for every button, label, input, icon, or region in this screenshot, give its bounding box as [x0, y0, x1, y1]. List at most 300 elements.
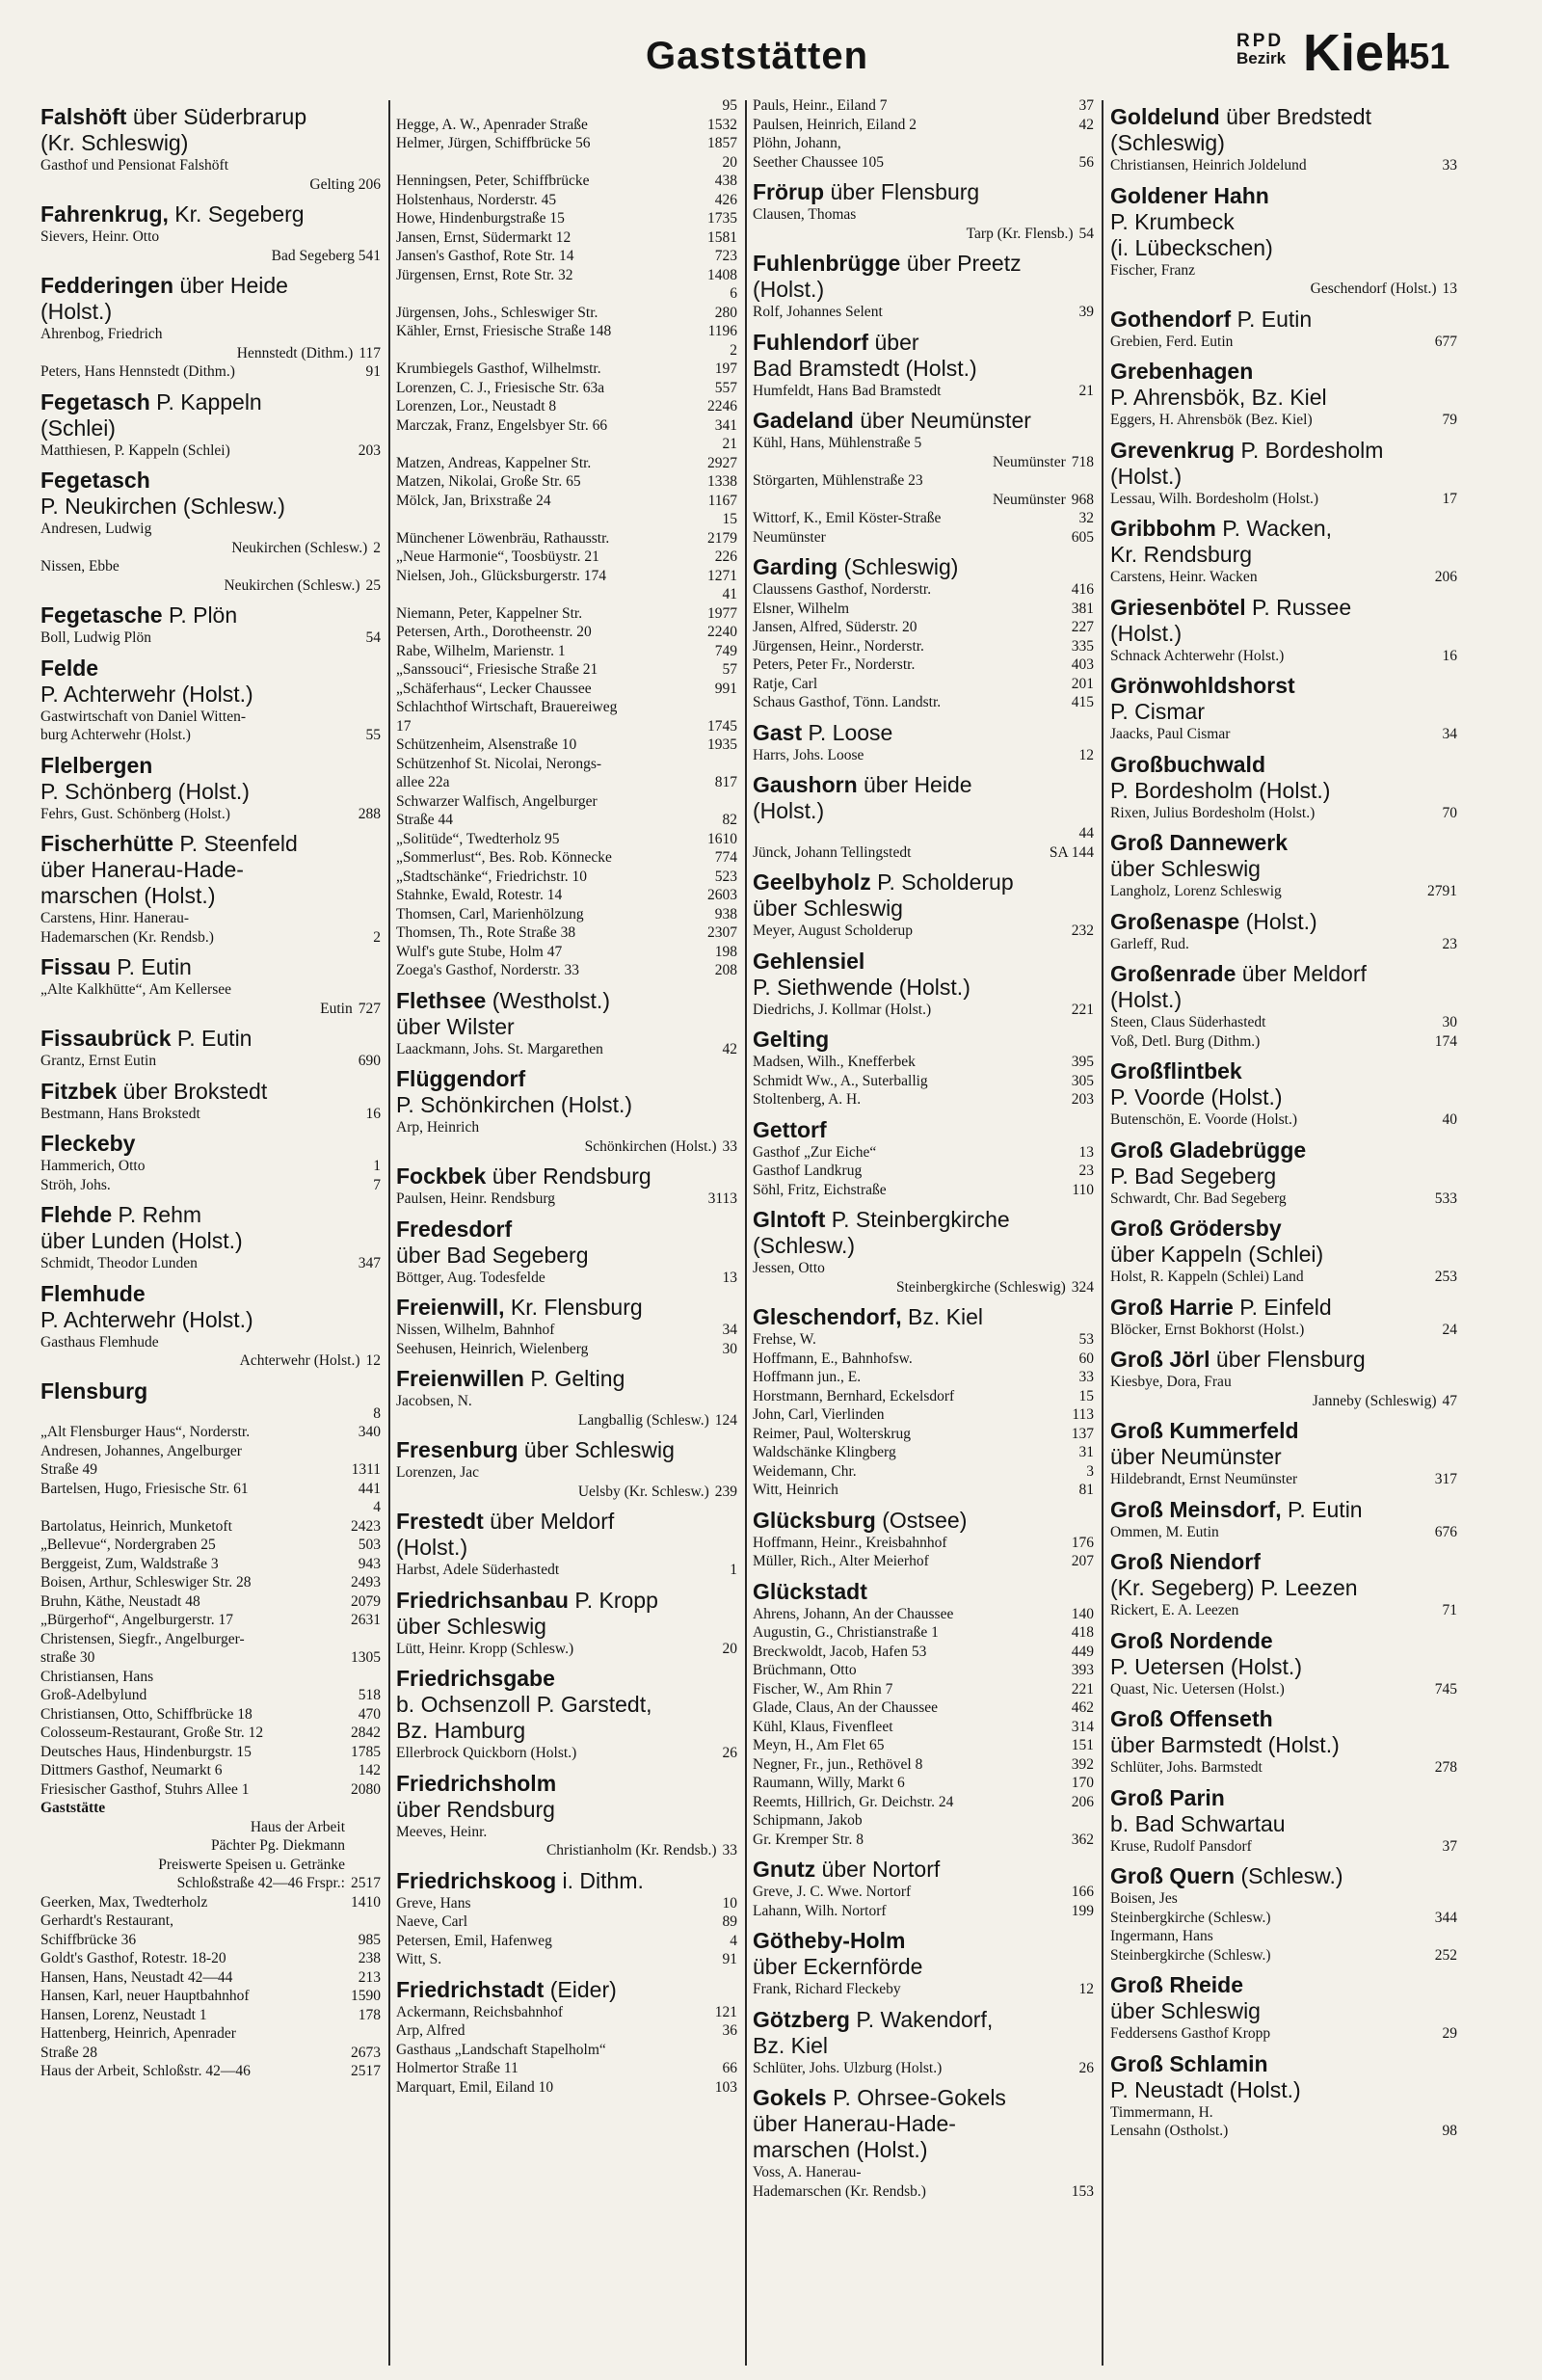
phone-number: 2631	[351, 1612, 381, 1628]
phone-number: 4 2423	[351, 1499, 381, 1535]
place-name: Friedrichsanbau	[396, 1587, 569, 1613]
listing-name: Harrs, Johs. Loose	[753, 746, 864, 763]
listing-name: Butenschön, E. Voorde (Holst.)	[1110, 1111, 1298, 1128]
listing-entry	[40, 1555, 381, 1574]
place-name: Freienwillen	[396, 1366, 524, 1391]
phone-number: 968	[1071, 491, 1094, 508]
place-heading	[40, 831, 381, 909]
listing-name: Hennstedt (Dithm.)	[236, 344, 354, 361]
listing-entry	[40, 1573, 381, 1592]
listing-entry	[396, 755, 737, 792]
place-name: Gettorf	[753, 1116, 827, 1142]
listing-name: Geschendorf (Holst.)	[1310, 281, 1437, 297]
phone-number: 749	[714, 642, 737, 659]
place-name: Groß Nordende	[1110, 1627, 1273, 1653]
listing-name: Söhl, Fritz, Eichstraße	[753, 1181, 887, 1198]
listing-entry	[1110, 1392, 1457, 1411]
place-postal-info: P. Ohrsee-Gokels über Hanerau-Hade- marschen (Holst.)	[753, 2085, 1006, 2162]
listing-entry	[753, 1793, 1094, 1812]
phone-number: 226	[714, 548, 737, 565]
place-postal-info: P. Loose	[802, 719, 893, 745]
listing-entry	[40, 2024, 381, 2062]
place-name: Groß Dannewerk	[1110, 830, 1289, 855]
place-name: Fockbek	[396, 1163, 487, 1189]
phone-number: 938	[714, 905, 737, 923]
phone-number: 1408	[707, 266, 737, 283]
listing-name: Ellerbrock Quickborn (Holst.)	[396, 1745, 577, 1761]
listing-entry	[396, 341, 737, 379]
phone-number: 16	[365, 1105, 381, 1122]
place-heading	[40, 753, 381, 805]
place-heading	[753, 1508, 1094, 1534]
listing-entry	[1110, 1268, 1457, 1287]
listing-entry	[396, 943, 737, 962]
phone-number: 2603	[707, 887, 737, 903]
phone-number: 2	[373, 539, 381, 556]
listing-name: Boll, Ludwig Plön	[40, 629, 151, 646]
phone-number: 198	[714, 943, 737, 960]
listing-entry	[40, 520, 381, 539]
listing-entry	[753, 1718, 1094, 1737]
listing-name: Jacobsen, N.	[396, 1393, 472, 1409]
listing-entry	[396, 623, 737, 642]
listing-entry	[396, 2003, 737, 2022]
place-heading	[40, 389, 381, 441]
place-name: Gleschendorf,	[753, 1304, 902, 1329]
listing-name: Thomsen, Carl, Marienhölzung	[396, 905, 584, 923]
place-name: Glntoft	[753, 1207, 826, 1232]
listing-entry	[753, 509, 1094, 528]
listing-entry	[396, 1137, 737, 1157]
listing-entry	[753, 1001, 1094, 1020]
place-postal-info: über Eckernförde	[753, 1954, 923, 1979]
listing-entry	[40, 175, 381, 195]
place-heading	[40, 1202, 381, 1254]
place-name: Fischerhütte	[40, 831, 174, 856]
listing-name: „Stadtschänke“, Friedrichstr. 10	[396, 868, 588, 885]
phone-number: 676	[1434, 1523, 1457, 1540]
place-heading	[396, 1977, 737, 2003]
listing-entry	[1110, 1837, 1457, 1857]
listing-name: Niemann, Peter, Kappelner Str.	[396, 604, 583, 622]
listing-entry	[40, 1912, 381, 1949]
district-label	[1236, 33, 1294, 67]
listing-entry	[753, 746, 1094, 765]
listing-entry	[40, 1987, 381, 2006]
listing-entry	[753, 303, 1094, 322]
phone-number: 1935	[707, 736, 737, 753]
place-postal-info: P. Wakendorf, Bz. Kiel	[753, 2006, 994, 2058]
place-heading	[753, 1579, 1094, 1605]
phone-number: 30	[1442, 1014, 1457, 1030]
listing-name: Hoffmann jun., E.	[753, 1369, 862, 1385]
place-name: Flethsee	[396, 987, 487, 1013]
place-postal-info: (Kr. Segeberg) P. Leezen	[1110, 1575, 1358, 1600]
column-3	[753, 96, 1094, 2371]
listing-entry	[40, 1592, 381, 1612]
phone-number: 40	[1442, 1111, 1457, 1128]
phone-number: 203	[358, 441, 381, 459]
place-postal-info: P. Bordesholm (Holst.)	[1110, 777, 1331, 803]
listing-name: Kühl, Hans, Mühlenstraße 5	[753, 435, 922, 451]
listing-name: Neumünster	[992, 453, 1066, 470]
listing-name: Hansen, Karl, neuer Hauptbahnhof	[40, 1988, 250, 2004]
listing-entry	[753, 116, 1094, 135]
phone-number: 1305	[351, 1649, 381, 1666]
listing-name: Pauls, Heinr., Eiland 7	[753, 97, 888, 114]
phone-number: 985	[358, 1931, 381, 1948]
listing-name: „Bellevue“, Nordergraben 25	[40, 1537, 216, 1553]
listing-name: Garleff, Rud.	[1110, 935, 1189, 952]
listing-name: Schwarzer Walfisch, Angelburger Straße 44	[396, 792, 598, 828]
place-heading	[396, 1217, 737, 1269]
listing-entry	[396, 1411, 737, 1431]
listing-entry	[1110, 1373, 1457, 1392]
place-postal-info: P. Plön	[162, 602, 238, 628]
listing-entry	[40, 1780, 381, 1800]
listing-name: Hegge, A. W., Apenrader Straße	[396, 116, 588, 133]
listing-entry	[40, 344, 381, 363]
listing-entry	[396, 266, 737, 285]
listing-entry	[396, 1841, 737, 1860]
place-name: Flelbergen	[40, 752, 153, 778]
listing-name: Gasthaus Flemhude	[40, 1333, 159, 1350]
listing-name: Meyer, August Scholderup	[753, 923, 913, 939]
listing-name: Eutin	[320, 1000, 353, 1017]
place-name: Fedderingen	[40, 273, 174, 298]
place-postal-info: P. Einfeld	[1233, 1294, 1332, 1320]
phone-number: 718	[1071, 453, 1094, 470]
listing-entry	[753, 637, 1094, 656]
listing-entry	[1110, 1889, 1457, 1927]
phone-number: 178	[358, 2006, 381, 2023]
listing-entry	[753, 1623, 1094, 1643]
listing-entry	[396, 660, 737, 680]
listing-name: Bartolatus, Heinrich, Munketoft	[40, 1517, 232, 1535]
listing-entry	[40, 325, 381, 344]
phone-number: 206	[1071, 1793, 1094, 1810]
listing-name: Schützenheim, Alsenstraße 10	[396, 736, 577, 753]
listing-entry	[40, 909, 381, 947]
phone-number: 1745	[707, 717, 737, 735]
place-heading	[40, 104, 381, 156]
listing-entry	[40, 1893, 381, 1912]
place-name: Groß Jörl	[1110, 1347, 1210, 1372]
place-heading	[1110, 104, 1457, 156]
place-postal-info: über Kappeln (Schlei)	[1110, 1242, 1324, 1267]
column-divider	[1102, 100, 1103, 2366]
place-name: Frörup	[753, 179, 825, 204]
phone-number: 335	[1071, 637, 1094, 655]
place-name: Glückstadt	[753, 1578, 867, 1604]
place-heading	[1110, 673, 1457, 725]
listing-name: Thomsen, Th., Rote Straße 38	[396, 924, 576, 941]
phone-number: 317	[1434, 1471, 1457, 1487]
phone-number: 33	[1442, 157, 1457, 174]
listing-entry	[396, 735, 737, 755]
listing-name: Paulsen, Heinr. Rendsburg	[396, 1190, 556, 1207]
phone-number: 4	[730, 1932, 737, 1949]
phone-number: 91	[722, 1951, 737, 1967]
listing-name: Gastwirtschaft von Daniel Witten- burg Achterwehr (Holst.)	[40, 708, 247, 743]
phone-number: 341	[714, 416, 737, 434]
listing-entry	[753, 491, 1094, 510]
listing-entry	[1110, 2024, 1457, 2044]
phone-number: 53	[1078, 1331, 1094, 1348]
listing-name: Schlüter, Johs. Ulzburg (Holst.)	[753, 2059, 943, 2076]
phone-number: 2307	[707, 924, 737, 941]
place-name: Groß Quern	[1110, 1863, 1236, 1888]
place-postal-info: P. Schönberg (Holst.)	[40, 778, 250, 804]
listing-name: Claussens Gasthof, Norderstr.	[753, 581, 932, 598]
listing-entry	[1110, 804, 1457, 823]
place-postal-info: P. Steinbergkirche (Schlesw.)	[753, 1207, 1010, 1258]
bezirk-label: Bezirk	[1236, 49, 1287, 67]
listing-name: Schnack Achterwehr (Holst.)	[1110, 647, 1285, 664]
phone-number: 13	[722, 1269, 737, 1286]
listing-name: „Sanssouci“, Friesische Straße 21	[396, 661, 598, 678]
listing-name: Ommen, M. Eutin	[1110, 1523, 1219, 1540]
place-postal-info: P. Gelting	[523, 1366, 625, 1391]
listing-name: Stahnke, Ewald, Rotestr. 14	[396, 887, 563, 903]
place-postal-info: i. Dithm.	[556, 1867, 644, 1893]
page-title: Gaststätten	[646, 35, 869, 77]
listing-entry	[753, 1643, 1094, 1662]
place-heading	[753, 869, 1094, 922]
phone-number: 1271	[707, 567, 737, 584]
place-name: Gast	[753, 719, 803, 745]
listing-name: Hoffmann, Heinr., Kreisbahnhof	[753, 1534, 947, 1551]
place-heading	[396, 1771, 737, 1823]
listing-entry	[396, 1040, 737, 1059]
listing-name: Helmer, Jürgen, Schiffbrücke 56	[396, 135, 591, 151]
place-name: Grebenhagen	[1110, 359, 1254, 384]
place-heading	[40, 1131, 381, 1157]
phone-number: 347	[358, 1255, 381, 1271]
place-heading	[396, 1509, 737, 1561]
listing-entry	[396, 191, 737, 210]
listing-name: Schlachthof Wirtschaft, Brauereiweg 17	[396, 699, 618, 735]
place-heading	[1110, 516, 1457, 568]
listing-name: Steinbergkirche (Schleswig)	[895, 1278, 1066, 1296]
listing-entry	[396, 228, 737, 248]
listing-entry	[753, 580, 1094, 600]
listing-name: Gaststätte	[40, 1800, 106, 1816]
place-postal-info: P. Voorde (Holst.)	[1110, 1084, 1283, 1110]
place-name: Grönwohldshorst	[1110, 673, 1295, 698]
listing-entry	[753, 1552, 1094, 1571]
listing-name: Humfeldt, Hans Bad Bramstedt	[753, 382, 942, 399]
listing-name: Peters, Peter Fr., Norderstr.	[753, 656, 916, 673]
place-heading	[1110, 1347, 1457, 1373]
place-postal-info: P. Eutin	[1231, 306, 1313, 332]
place-postal-info: P. Bad Segeberg	[1110, 1163, 1277, 1189]
listing-entry	[396, 247, 737, 266]
listing-entry	[396, 1932, 737, 1951]
listing-name: Blöcker, Ernst Bokhorst (Holst.)	[1110, 1321, 1305, 1338]
place-heading	[1110, 2051, 1457, 2103]
listing-entry	[753, 1755, 1094, 1775]
listing-name: Ahrenbog, Friedrich	[40, 326, 163, 342]
listing-name: Christiansen, Heinrich Joldelund	[1110, 157, 1307, 174]
place-postal-info: über Heide (Holst.)	[753, 772, 972, 823]
phone-number: 2080	[351, 1780, 381, 1798]
phone-number: 41 1977	[707, 586, 737, 622]
listing-entry	[40, 1799, 381, 1818]
listing-entry	[396, 961, 737, 980]
listing-entry	[40, 1254, 381, 1273]
listing-entry	[753, 1736, 1094, 1755]
listing-name: Mölck, Jan, Brixstraße 24	[396, 492, 551, 509]
phone-number: 66	[722, 2060, 737, 2076]
place-name: Fahrenkrug,	[40, 201, 169, 227]
listing-name: Jansen, Alfred, Süderstr. 20	[753, 619, 917, 635]
listing-name: Madsen, Wilh., Knefferbek	[753, 1054, 916, 1070]
place-heading	[1110, 1216, 1457, 1268]
place-heading	[753, 554, 1094, 580]
phone-number: 34	[722, 1322, 737, 1338]
phone-number: 1735	[707, 210, 737, 227]
phone-number: 15 2179	[707, 511, 737, 547]
place-name: Friedrichsholm	[396, 1770, 557, 1796]
place-name: Großenaspe	[1110, 908, 1240, 934]
place-name: Gaushorn	[753, 772, 858, 797]
listing-name: Bartelsen, Hugo, Friesische Str. 61	[40, 1480, 249, 1497]
phone-number: 1610	[707, 830, 737, 847]
listing-name: Hoffmann, E., Bahnhofsw.	[753, 1350, 913, 1367]
listing-entry	[40, 1743, 381, 1762]
phone-number: 33	[1078, 1369, 1094, 1385]
listing-entry	[1110, 935, 1457, 954]
listing-name: Dittmers Gasthof, Neumarkt 6	[40, 1762, 223, 1778]
listing-entry	[396, 886, 737, 905]
listing-entry	[753, 1259, 1094, 1278]
place-heading	[396, 1366, 737, 1392]
listing-entry	[1110, 1032, 1457, 1052]
listing-entry	[396, 905, 737, 924]
phone-number: 324	[1071, 1278, 1094, 1296]
phone-number: 817	[714, 774, 737, 790]
place-name: Gnutz	[753, 1857, 816, 1882]
listing-name: Andresen, Johannes, Angelburger Straße 49	[40, 1442, 242, 1478]
phone-number: 206	[1434, 569, 1457, 585]
place-heading	[1110, 1497, 1457, 1523]
place-name: Götzberg	[753, 2006, 850, 2032]
listing-name: Ratje, Carl	[753, 675, 818, 692]
listing-name: Frehse, W.	[753, 1331, 816, 1348]
phone-number: 47	[1442, 1392, 1457, 1409]
listing-name: Zoega's Gasthof, Norderstr. 33	[396, 962, 580, 978]
place-name: Fegetasch	[40, 388, 150, 414]
listing-name: Glade, Claus, An der Chaussee	[753, 1699, 938, 1716]
place-name: Gadeland	[753, 408, 854, 433]
listing-entry	[753, 1162, 1094, 1181]
listing-entry	[40, 980, 381, 1000]
phone-number: 81	[1078, 1482, 1094, 1498]
place-name: Fissaubrück	[40, 1026, 172, 1051]
listing-entry	[753, 471, 1094, 491]
phone-number: 213	[358, 1968, 381, 1986]
place-name: Groß Harrie	[1110, 1294, 1234, 1320]
phone-number: 227	[1071, 619, 1094, 635]
listing-name: Fischer, Franz	[1110, 261, 1196, 279]
phone-number: 201	[1071, 675, 1094, 692]
phone-number: Gelting 206	[309, 175, 381, 193]
phone-number: 1311	[351, 1461, 381, 1478]
place-heading	[396, 1066, 737, 1118]
phone-number: 1785	[351, 1743, 381, 1760]
listing-name: Clausen, Thomas	[753, 206, 857, 223]
phone-number: 991	[714, 680, 737, 697]
phone-number: 42	[1078, 116, 1094, 133]
listing-entry	[1110, 1927, 1457, 1965]
phone-number: 56	[1078, 153, 1094, 171]
phone-number: 2079	[351, 1592, 381, 1610]
phone-number: 774	[714, 849, 737, 866]
phone-number: 32	[1078, 510, 1094, 526]
listing-name: Bestmann, Hans Brokstedt	[40, 1105, 200, 1122]
place-postal-info: über Bredstedt (Schleswig)	[1110, 104, 1371, 155]
listing-name: Seehusen, Heinrich, Wielenberg	[396, 1340, 589, 1357]
listing-name: Boisen, Jes Steinbergkirche (Schlesw.)	[1110, 1890, 1271, 1926]
listing-name: Negner, Fr., jun., Rethövel 8	[753, 1755, 923, 1773]
phone-number: 470	[358, 1705, 381, 1723]
place-postal-info: über Heide (Holst.)	[40, 273, 288, 324]
listing-entry	[40, 708, 381, 745]
listing-entry	[40, 156, 381, 175]
place-heading	[40, 655, 381, 708]
phone-number: 12	[1078, 1981, 1094, 1997]
place-heading	[753, 1027, 1094, 1053]
listing-entry	[753, 434, 1094, 453]
place-postal-info: über Barmstedt (Holst.)	[1110, 1732, 1340, 1757]
listing-entry	[40, 1176, 381, 1195]
listing-entry	[1110, 1110, 1457, 1130]
listing-entry	[396, 848, 737, 868]
listing-name: Wulf's gute Stube, Holm 47	[396, 943, 563, 960]
place-name: Flüggendorf	[396, 1066, 526, 1091]
place-heading	[1110, 1863, 1457, 1889]
phone-number: 55	[365, 727, 381, 743]
listing-name: Timmermann, H. Lensahn (Ostholst.)	[1110, 2103, 1229, 2139]
phone-number: 25	[365, 576, 381, 594]
listing-entry	[40, 1333, 381, 1352]
listing-name: Achterwehr (Holst.)	[239, 1352, 360, 1369]
place-heading	[40, 602, 381, 628]
listing-name: Schützenhof St. Nicolai, Nerongs- allee 22a	[396, 755, 602, 790]
phone-number: 278	[1434, 1759, 1457, 1776]
listing-entry	[753, 1443, 1094, 1462]
listing-entry	[753, 1387, 1094, 1406]
listing-name: Paulsen, Heinrich, Eiland 2	[753, 116, 917, 133]
place-heading	[1110, 1785, 1457, 1837]
listing-entry	[396, 153, 737, 191]
listing-name: Schönkirchen (Holst.)	[584, 1137, 717, 1155]
phone-number: 362	[1071, 1831, 1094, 1848]
phone-number: 1167	[707, 492, 737, 509]
listing-name: Colosseum-Restaurant, Große Str. 12	[40, 1725, 264, 1741]
phone-number: 24	[1442, 1321, 1457, 1338]
listing-entry	[40, 362, 381, 382]
place-name: Friedrichstadt	[396, 1976, 545, 2002]
phone-number: 2240	[707, 624, 737, 640]
listing-entry	[753, 1425, 1094, 1444]
city-name: Kiel	[1303, 24, 1399, 82]
listing-entry	[40, 1968, 381, 1988]
listing-entry	[40, 1157, 381, 1176]
phone-number: 176	[1071, 1534, 1094, 1551]
phone-number: 449	[1071, 1643, 1094, 1660]
